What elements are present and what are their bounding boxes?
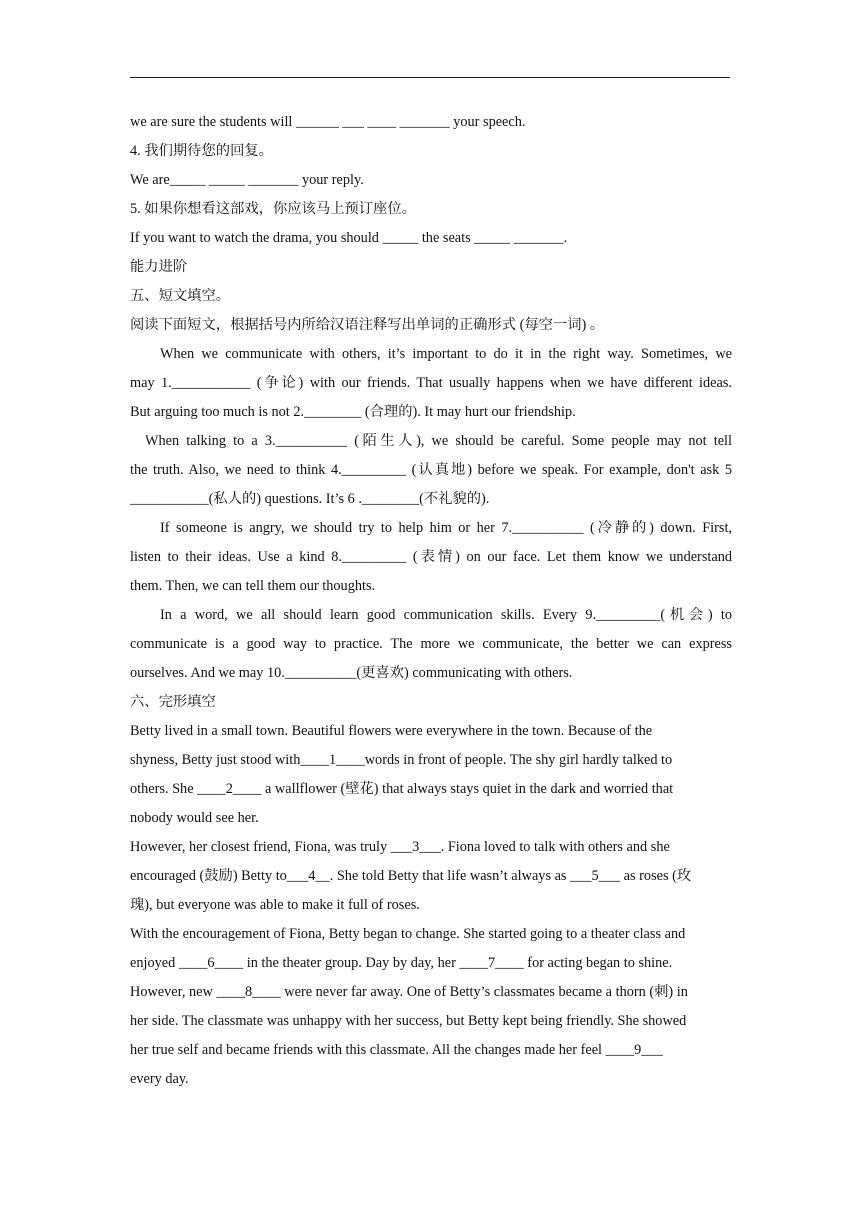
instructions: 阅读下面短文，根据括号内所给汉语注释写出单词的正确形式 (每空一词) 。 [130,317,605,333]
text-line: may 1.___________ (争论) with our friends. That usually happens when we have different ideas. [130,375,732,391]
text-line: ourselves. And we may 10.__________(更喜欢) communicating with others. [130,665,573,681]
text-line: If someone is angry, we should try to help him or her 7.__________ (冷静的) down. First, [160,520,732,536]
text-line: encouraged (鼓励) Betty to___4__. She told Betty that life wasn’t always as ___5___ as roses (玫 [130,868,692,884]
text-line: However, her closest friend, Fiona, was truly ___3___. Fiona loved to talk with others and she [130,839,670,855]
text-line: enjoyed ____6____ in the theater group. Day by day, her ____7____ for acting began to shine. [130,955,673,971]
text-line: we are sure the students will ______ ___ ____ _______ your speech. [130,114,526,130]
text-line: 5. 如果你想看这部戏，你应该马上预订座位。 [130,201,416,217]
text-line: When talking to a 3.__________ (陌生人), we should be careful. Some people may not tell [145,433,732,449]
text-line: With the encouragement of Fiona, Betty began to change. She started going to a theater class and [130,926,686,942]
text-line: others. She ____2____ a wallflower (壁花) that always stays quiet in the dark and worried that [130,781,674,797]
text-line: listen to their ideas. Use a kind 8._________ (表情) on our face. Let them know we understand [130,549,732,565]
text-line: 瑰), but everyone was able to make it full of roses. [130,897,420,913]
text-line: When we communicate with others, it’s important to do it in the right way. Sometimes, we [160,346,732,362]
section-heading: 六、完形填空 [130,694,216,710]
section-heading: 五、短文填空。 [130,288,231,304]
text-line: shyness, Betty just stood with____1____words in front of people. The shy girl hardly talked to [130,752,673,768]
text-line: them. Then, we can tell them our thoughts. [130,578,376,594]
text-line: But arguing too much is not 2.________ (合理的). It may hurt our friendship. [130,404,576,420]
text-line: In a word, we all should learn good communication skills. Every 9._________(机会) to [160,607,732,623]
text-line: ___________(私人的) questions. It’s 6 .________(不礼貌的). [130,491,490,507]
text-line: 4. 我们期待您的回复。 [130,143,273,159]
text-line: nobody would see her. [130,810,259,826]
text-line: We are_____ _____ _______ your reply. [130,172,364,188]
text-line: However, new ____8____ were never far away. One of Betty’s classmates became a thorn (刺) in [130,984,688,1000]
text-line: the truth. Also, we need to think 4._________ (认真地) before we speak. For example, don't ask 5 [130,462,732,478]
text-line: If you want to watch the drama, you should _____ the seats _____ _______. [130,230,568,246]
text-line: Betty lived in a small town. Beautiful flowers were everywhere in the town. Because of the [130,723,653,739]
text-line: communicate is a good way to practice. The more we communicate, the better we can express [130,636,732,652]
text-line: her true self and became friends with this classmate. All the changes made her feel ____9___ [130,1042,663,1058]
document-body [130,108,732,1094]
text-line: every day. [130,1071,189,1087]
section-heading: 能力进阶 [130,259,188,275]
text-line: her side. The classmate was unhappy with her success, but Betty kept being friendly. She showed [130,1013,687,1029]
header-rule [130,77,730,78]
